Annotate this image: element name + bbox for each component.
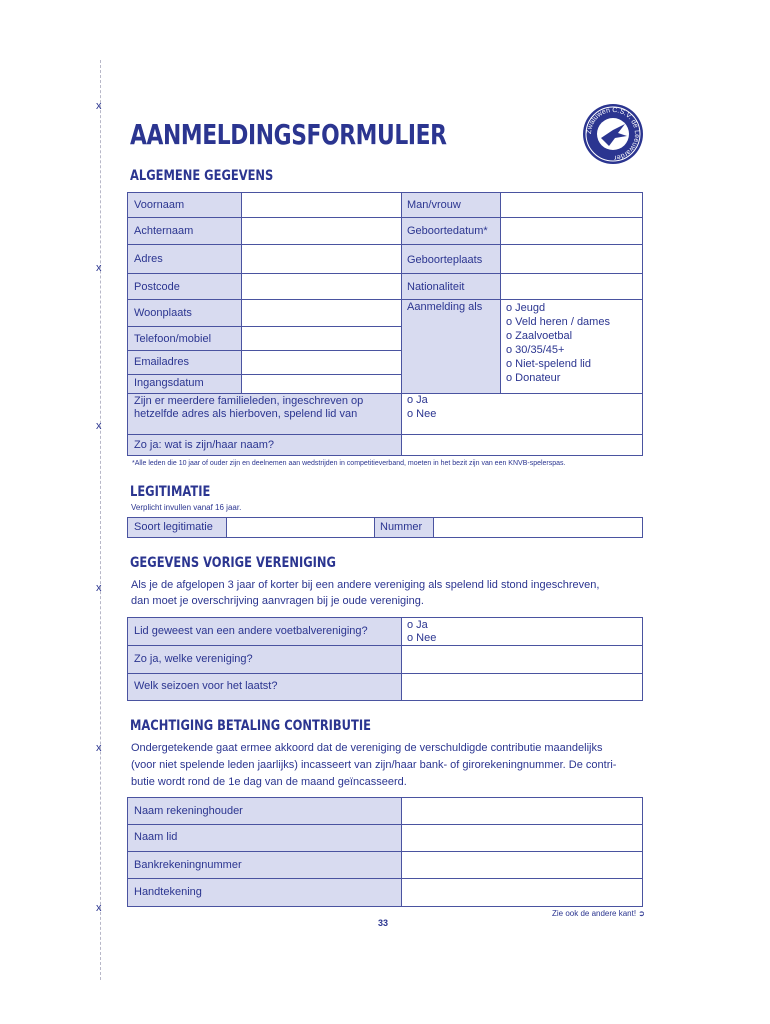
- voornaam-field[interactable]: [241, 192, 402, 218]
- zoja-naam-label: Zo ja: wat is zijn/haar naam?: [134, 439, 275, 451]
- vorige-intro-line2: dan moet je overschrijving aanvragen bij je oude vereniging.: [131, 595, 424, 607]
- section-heading-machtiging: MACHTIGING BETALING CONTRIBUTIE: [130, 718, 371, 734]
- section-heading-algemene: ALGEMENE GEGEVENS: [130, 168, 274, 184]
- legitimatie-note: Verplicht invullen vanaf 16 jaar.: [131, 503, 242, 512]
- familie-options-cell: [401, 393, 643, 435]
- section-heading-vorige: GEGEVENS VORIGE VERENIGING: [130, 555, 336, 571]
- manvrouw-label: Man/vrouw: [407, 199, 461, 211]
- woonplaats-field[interactable]: [241, 299, 402, 327]
- handtekening-label: Handtekening: [134, 886, 202, 898]
- nummer-label: Nummer: [380, 521, 423, 533]
- achternaam-field[interactable]: [241, 217, 402, 245]
- familie-option-nee[interactable]: o Nee: [407, 408, 437, 420]
- geboorteplaats-field[interactable]: [500, 244, 643, 274]
- zie-andere-kant-note: Zie ook de andere kant! ➲: [552, 909, 645, 918]
- aanmelding-label: Aanmelding als: [407, 301, 483, 313]
- cut-mark: x: [96, 582, 102, 594]
- nationaliteit-label: Nationaliteit: [407, 281, 465, 293]
- email-label: Emailadres: [134, 356, 190, 368]
- soort-label: Soort legitimatie: [134, 521, 213, 533]
- voornaam-label: Voornaam: [134, 199, 185, 211]
- machtiging-intro-line2: (voor niet spelende leden jaarlijks) incasseert van zijn/haar bank- of girorekeningnummer. De contri-: [131, 759, 617, 771]
- cut-mark: x: [96, 100, 102, 112]
- naamlid-label: Naam lid: [134, 831, 178, 843]
- telefoon-label: Telefoon/mobiel: [134, 333, 212, 345]
- option-donateur[interactable]: o Donateur: [506, 372, 561, 384]
- seizoen-field[interactable]: [401, 673, 643, 701]
- achternaam-label: Achternaam: [134, 225, 194, 237]
- rekeninghouder-label: Naam rekeninghouder: [134, 805, 243, 817]
- email-field[interactable]: [241, 350, 402, 375]
- nationaliteit-field[interactable]: [500, 273, 643, 300]
- zoja-naam-field[interactable]: [401, 434, 643, 456]
- bank-label: Bankrekeningnummer: [134, 859, 242, 871]
- handtekening-field[interactable]: [401, 878, 643, 907]
- lid-options-cell: [401, 617, 643, 646]
- cut-mark: x: [96, 902, 102, 914]
- adres-field[interactable]: [241, 244, 402, 274]
- option-senioren[interactable]: o 30/35/45+: [506, 344, 565, 356]
- machtiging-intro-line1: Ondergetekende gaat ermee akkoord dat de vereniging de verschuldigde contributie maandelijks: [131, 742, 603, 754]
- nummer-field[interactable]: [433, 517, 643, 538]
- lid-label: Lid geweest van een andere voetbalvereniging?: [134, 625, 368, 637]
- bank-field[interactable]: [401, 851, 643, 879]
- option-niet-spelend[interactable]: o Niet-spelend lid: [506, 358, 591, 370]
- geboortedatum-label: Geboortedatum*: [407, 225, 488, 237]
- perforation-line: [100, 60, 101, 980]
- lid-option-ja[interactable]: o Ja: [407, 619, 428, 631]
- machtiging-intro-line3: butie wordt rond de 1e dag van de maand geïncasseerd.: [131, 776, 407, 788]
- welke-field[interactable]: [401, 645, 643, 674]
- option-jeugd[interactable]: o Jeugd: [506, 302, 546, 314]
- club-logo: [583, 104, 643, 164]
- vorige-intro-line1: Als je de afgelopen 3 jaar of korter bij een andere vereniging als spelend lid stond ingeschreven,: [131, 579, 600, 591]
- ingang-label: Ingangsdatum: [134, 377, 204, 389]
- naamlid-field[interactable]: [401, 824, 643, 852]
- familie-option-ja[interactable]: o Ja: [407, 394, 428, 406]
- lid-option-nee[interactable]: o Nee: [407, 632, 437, 644]
- manvrouw-field[interactable]: [500, 192, 643, 218]
- geboortedatum-field[interactable]: [500, 217, 643, 245]
- familie-label-line1: Zijn er meerdere familieleden, ingeschreven op: [134, 395, 364, 407]
- page-number: 33: [378, 918, 389, 928]
- postcode-label: Postcode: [134, 281, 180, 293]
- welke-label: Zo ja, welke vereniging?: [134, 653, 253, 665]
- option-veld[interactable]: o Veld heren / dames: [506, 316, 610, 328]
- woonplaats-label: Woonplaats: [134, 307, 192, 319]
- cut-mark: x: [96, 742, 102, 754]
- postcode-field[interactable]: [241, 273, 402, 300]
- ingang-field[interactable]: [241, 374, 402, 394]
- footnote: *Alle leden die 10 jaar of ouder zijn en deelnemen aan wedstrijden in competitieverband, moeten in het bezit zijn van een KNVB-spelerspas.: [132, 460, 566, 467]
- geboorteplaats-label: Geboorteplaats: [407, 254, 483, 266]
- adres-label: Adres: [134, 253, 163, 265]
- telefoon-field[interactable]: [241, 326, 402, 351]
- cut-mark: x: [96, 420, 102, 432]
- svg-text:Zwaluwen C.S.V. de Leeuwarder: Zwaluwen C.S.V. de Leeuwarder: [585, 106, 641, 161]
- rekeninghouder-field[interactable]: [401, 797, 643, 825]
- section-heading-legitimatie: LEGITIMATIE: [130, 484, 211, 500]
- soort-field[interactable]: [226, 517, 375, 538]
- cut-mark: x: [96, 262, 102, 274]
- page-title: AANMELDINGSFORMULIER: [130, 118, 447, 151]
- aanmelding-label-cell: [401, 299, 501, 394]
- option-zaalvoetbal[interactable]: o Zaalvoetbal: [506, 330, 573, 342]
- familie-label-line2: hetzelfde adres als hierboven, spelend lid van: [134, 408, 358, 420]
- seizoen-label: Welk seizoen voor het laatst?: [134, 680, 278, 692]
